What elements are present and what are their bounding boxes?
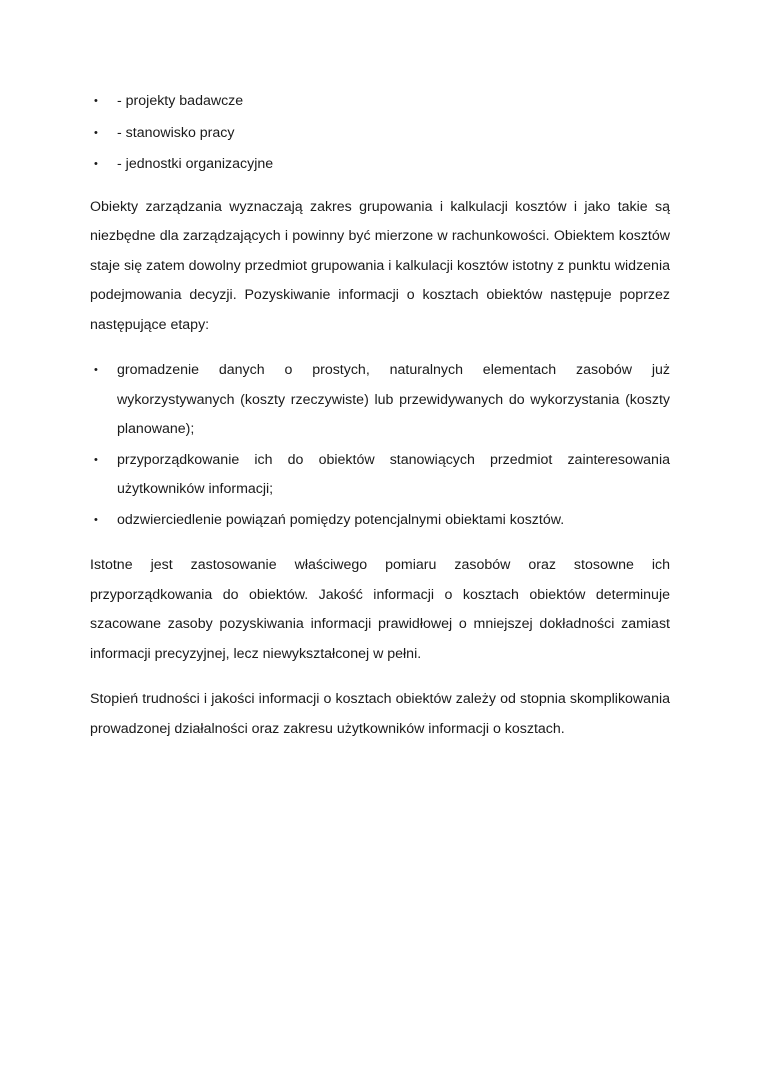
list-item xyxy=(90,356,670,445)
bullet-icon: • xyxy=(94,513,98,526)
page-content xyxy=(90,87,670,744)
list-item xyxy=(90,150,670,182)
stages-list xyxy=(90,356,670,535)
list-item-text: - jednostki organizacyjne xyxy=(117,156,274,172)
list-item-text: odzwierciedlenie powiązań pomiędzy potencjalnymi obiektami kosztów. xyxy=(117,511,565,528)
list-item xyxy=(90,446,670,505)
bullet-icon: • xyxy=(94,453,98,466)
bullet-icon: • xyxy=(94,126,98,139)
paragraph-difficulty: Stopień trudności i jakości informacji o kosztach obiektów zależy od stopnia skomplikowania prowadzonej działalności oraz zakresu użytkowników informacji o kosztach. xyxy=(90,691,670,737)
bullet-icon: • xyxy=(94,158,98,170)
object-types-list xyxy=(90,87,670,182)
bullet-icon: • xyxy=(94,364,98,376)
list-item xyxy=(90,119,670,151)
paragraph-management-objects: Obiekty zarządzania wyznaczają zakres grupowania i kalkulacji kosztów i jako takie są niezbędne dla zarządzających i powinny być mierzone w rachunkowości. Obiektem kosztów staje się zatem dowolny przedmiot grupowania i kalkulacji kosztów istotny z punktu widzenia podejmowania decyzji. Pozyskiwanie informacji o kosztach obiektów następuje poprzez następujące etapy: xyxy=(90,198,670,333)
list-item xyxy=(90,506,670,536)
list-item-text: - stanowisko pracy xyxy=(117,124,235,141)
bullet-icon: • xyxy=(94,95,98,107)
list-item-text: - projekty badawcze xyxy=(117,93,244,109)
paragraph-measurement: Istotne jest zastosowanie właściwego pomiaru zasobów oraz stosowne ich przyporządkowania do obiektów. Jakość informacji o kosztach obiektów determinuje szacowane zasoby pozyskiwania informacji prawidłowej o mniejszej dokładności zamiast informacji precyzyjnej, lecz niewykształconej w pełni. xyxy=(90,557,670,662)
list-item xyxy=(90,87,670,119)
list-item-text: przyporządkowanie ich do obiektów stanowiących przedmiot zainteresowania użytkowników informacji; xyxy=(117,451,670,497)
list-item-text: gromadzenie danych o prostych, naturalnych elementach zasobów już wykorzystywanych (koszty rzeczywiste) lub przewidywanych do wykorzystania (koszty planowane); xyxy=(117,362,670,437)
